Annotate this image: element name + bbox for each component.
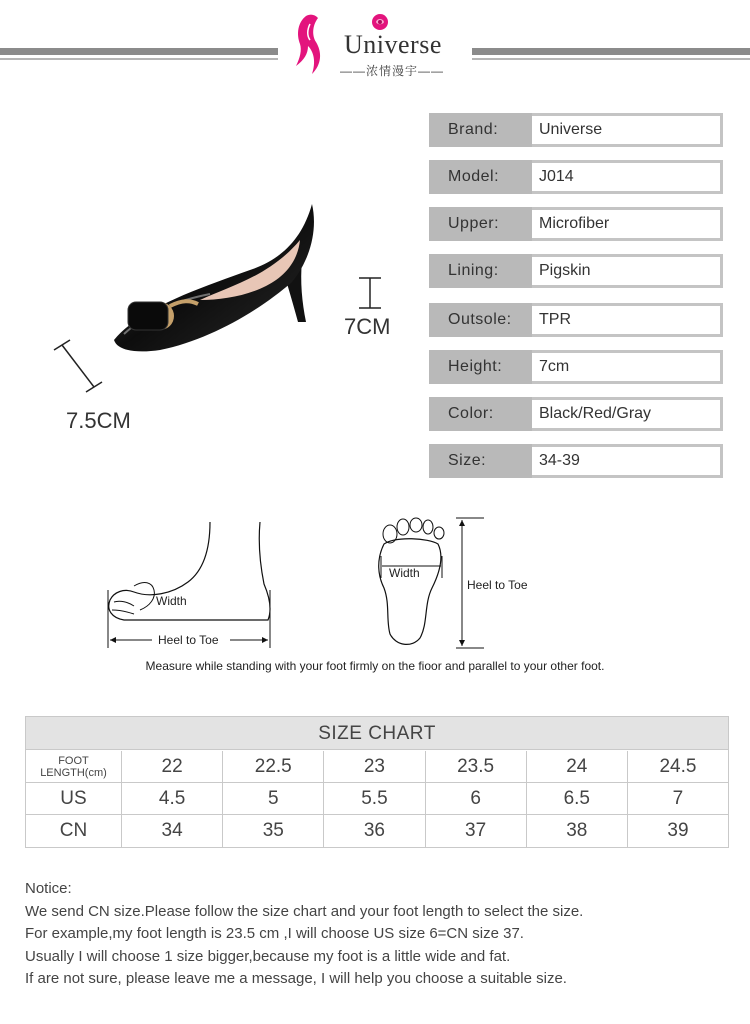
table-cell: 37 (426, 815, 527, 847)
toe-length-marker (50, 336, 110, 396)
spec-row-height (429, 350, 723, 384)
table-cell: 22 (122, 751, 223, 782)
table-cell: 39 (667, 820, 689, 841)
table-cell: 35 (223, 815, 324, 847)
spec-value: J014 (532, 160, 723, 194)
spec-label: Lining: (429, 254, 532, 288)
table-row (26, 783, 728, 815)
spec-label: Size: (429, 444, 532, 478)
spec-value: 7cm (532, 350, 723, 384)
spec-value: TPR (532, 303, 723, 337)
table-row (26, 815, 728, 847)
table-cell: 36 (324, 815, 425, 847)
table-cell: 23.5 (426, 751, 527, 782)
rose-icon (370, 12, 390, 32)
table-cell: 6 (426, 783, 527, 814)
spec-row-brand (429, 113, 723, 147)
brand-logo (292, 10, 462, 76)
header-rule-left-thin (0, 58, 278, 60)
side-length-label: Heel to Toe (158, 633, 219, 647)
spec-value: Black/Red/Gray (532, 397, 723, 431)
table-cell: 23 (324, 751, 425, 782)
logo-subtitle: ——浓情漫宇—— (340, 64, 445, 78)
spec-label: Model: (429, 160, 532, 194)
table-cell: 22.5 (223, 751, 324, 782)
spec-value: 34-39 (532, 444, 723, 478)
spec-label: Color: (429, 397, 532, 431)
table-cell: 34 (122, 815, 223, 847)
table-cell: 24 (527, 751, 628, 782)
spec-value: Pigskin (532, 254, 723, 288)
notice-line: We send CN size.Please follow the size chart and your foot length to select the size. (25, 902, 584, 920)
notice-heading: Notice: (25, 880, 72, 897)
spec-value: Universe (532, 113, 723, 147)
row-header-line: FOOT (58, 754, 89, 767)
spec-row-lining (429, 254, 723, 288)
spec-row-upper (429, 207, 723, 241)
row-header-foot-length (26, 751, 122, 782)
measure-instruction: Measure while standing with your foot firmly on the fioor and parallel to your other foot. (145, 659, 605, 673)
size-chart-title: SIZE CHART (26, 717, 728, 750)
size-chart (25, 716, 729, 848)
sole-length-label: Heel to Toe (467, 578, 528, 592)
side-width-label: Width (156, 594, 187, 608)
spec-label: Brand: (429, 113, 532, 147)
notice-line: Usually I will choose 1 size bigger,because my foot is a little wide and fat. (25, 947, 511, 965)
spec-row-outsole (429, 303, 723, 337)
spec-row-color (429, 397, 723, 431)
header-rule-right (472, 48, 750, 55)
heel-height-marker (355, 276, 385, 312)
notice-block (25, 878, 725, 991)
notice-line: If are not sure, please leave me a message, I will help you choose a suitable size. (25, 970, 567, 987)
table-cell: 5 (223, 783, 324, 814)
spec-label: Upper: (429, 207, 532, 241)
spec-label: Outsole: (429, 303, 532, 337)
table-cell: 7 (672, 787, 684, 809)
header-rule-right-thin (472, 58, 750, 60)
table-cell: 5.5 (324, 783, 425, 814)
spec-label: Height: (429, 350, 532, 384)
heel-height-label: 7CM (344, 314, 391, 339)
table-cell: 24.5 (659, 755, 697, 777)
toe-length-label: 7.5CM (66, 408, 131, 433)
row-header-cn: CN (26, 815, 122, 847)
logo-wordmark: Universe (344, 30, 442, 59)
spec-row-model (429, 160, 723, 194)
row-header-us: US (26, 783, 122, 814)
table-row (26, 751, 728, 783)
notice-line: For example,my foot length is 23.5 cm ,I will choose US size 6=CN size 37. (25, 925, 524, 942)
table-cell: 4.5 (122, 783, 223, 814)
spec-value: Microfiber (532, 207, 723, 241)
sole-width-label: Width (389, 566, 420, 580)
table-cell: 6.5 (527, 783, 628, 814)
spec-row-size (429, 444, 723, 478)
header-rule-left (0, 48, 278, 55)
table-cell: 38 (527, 815, 628, 847)
row-header-line: LENGTH(cm) (40, 766, 107, 779)
